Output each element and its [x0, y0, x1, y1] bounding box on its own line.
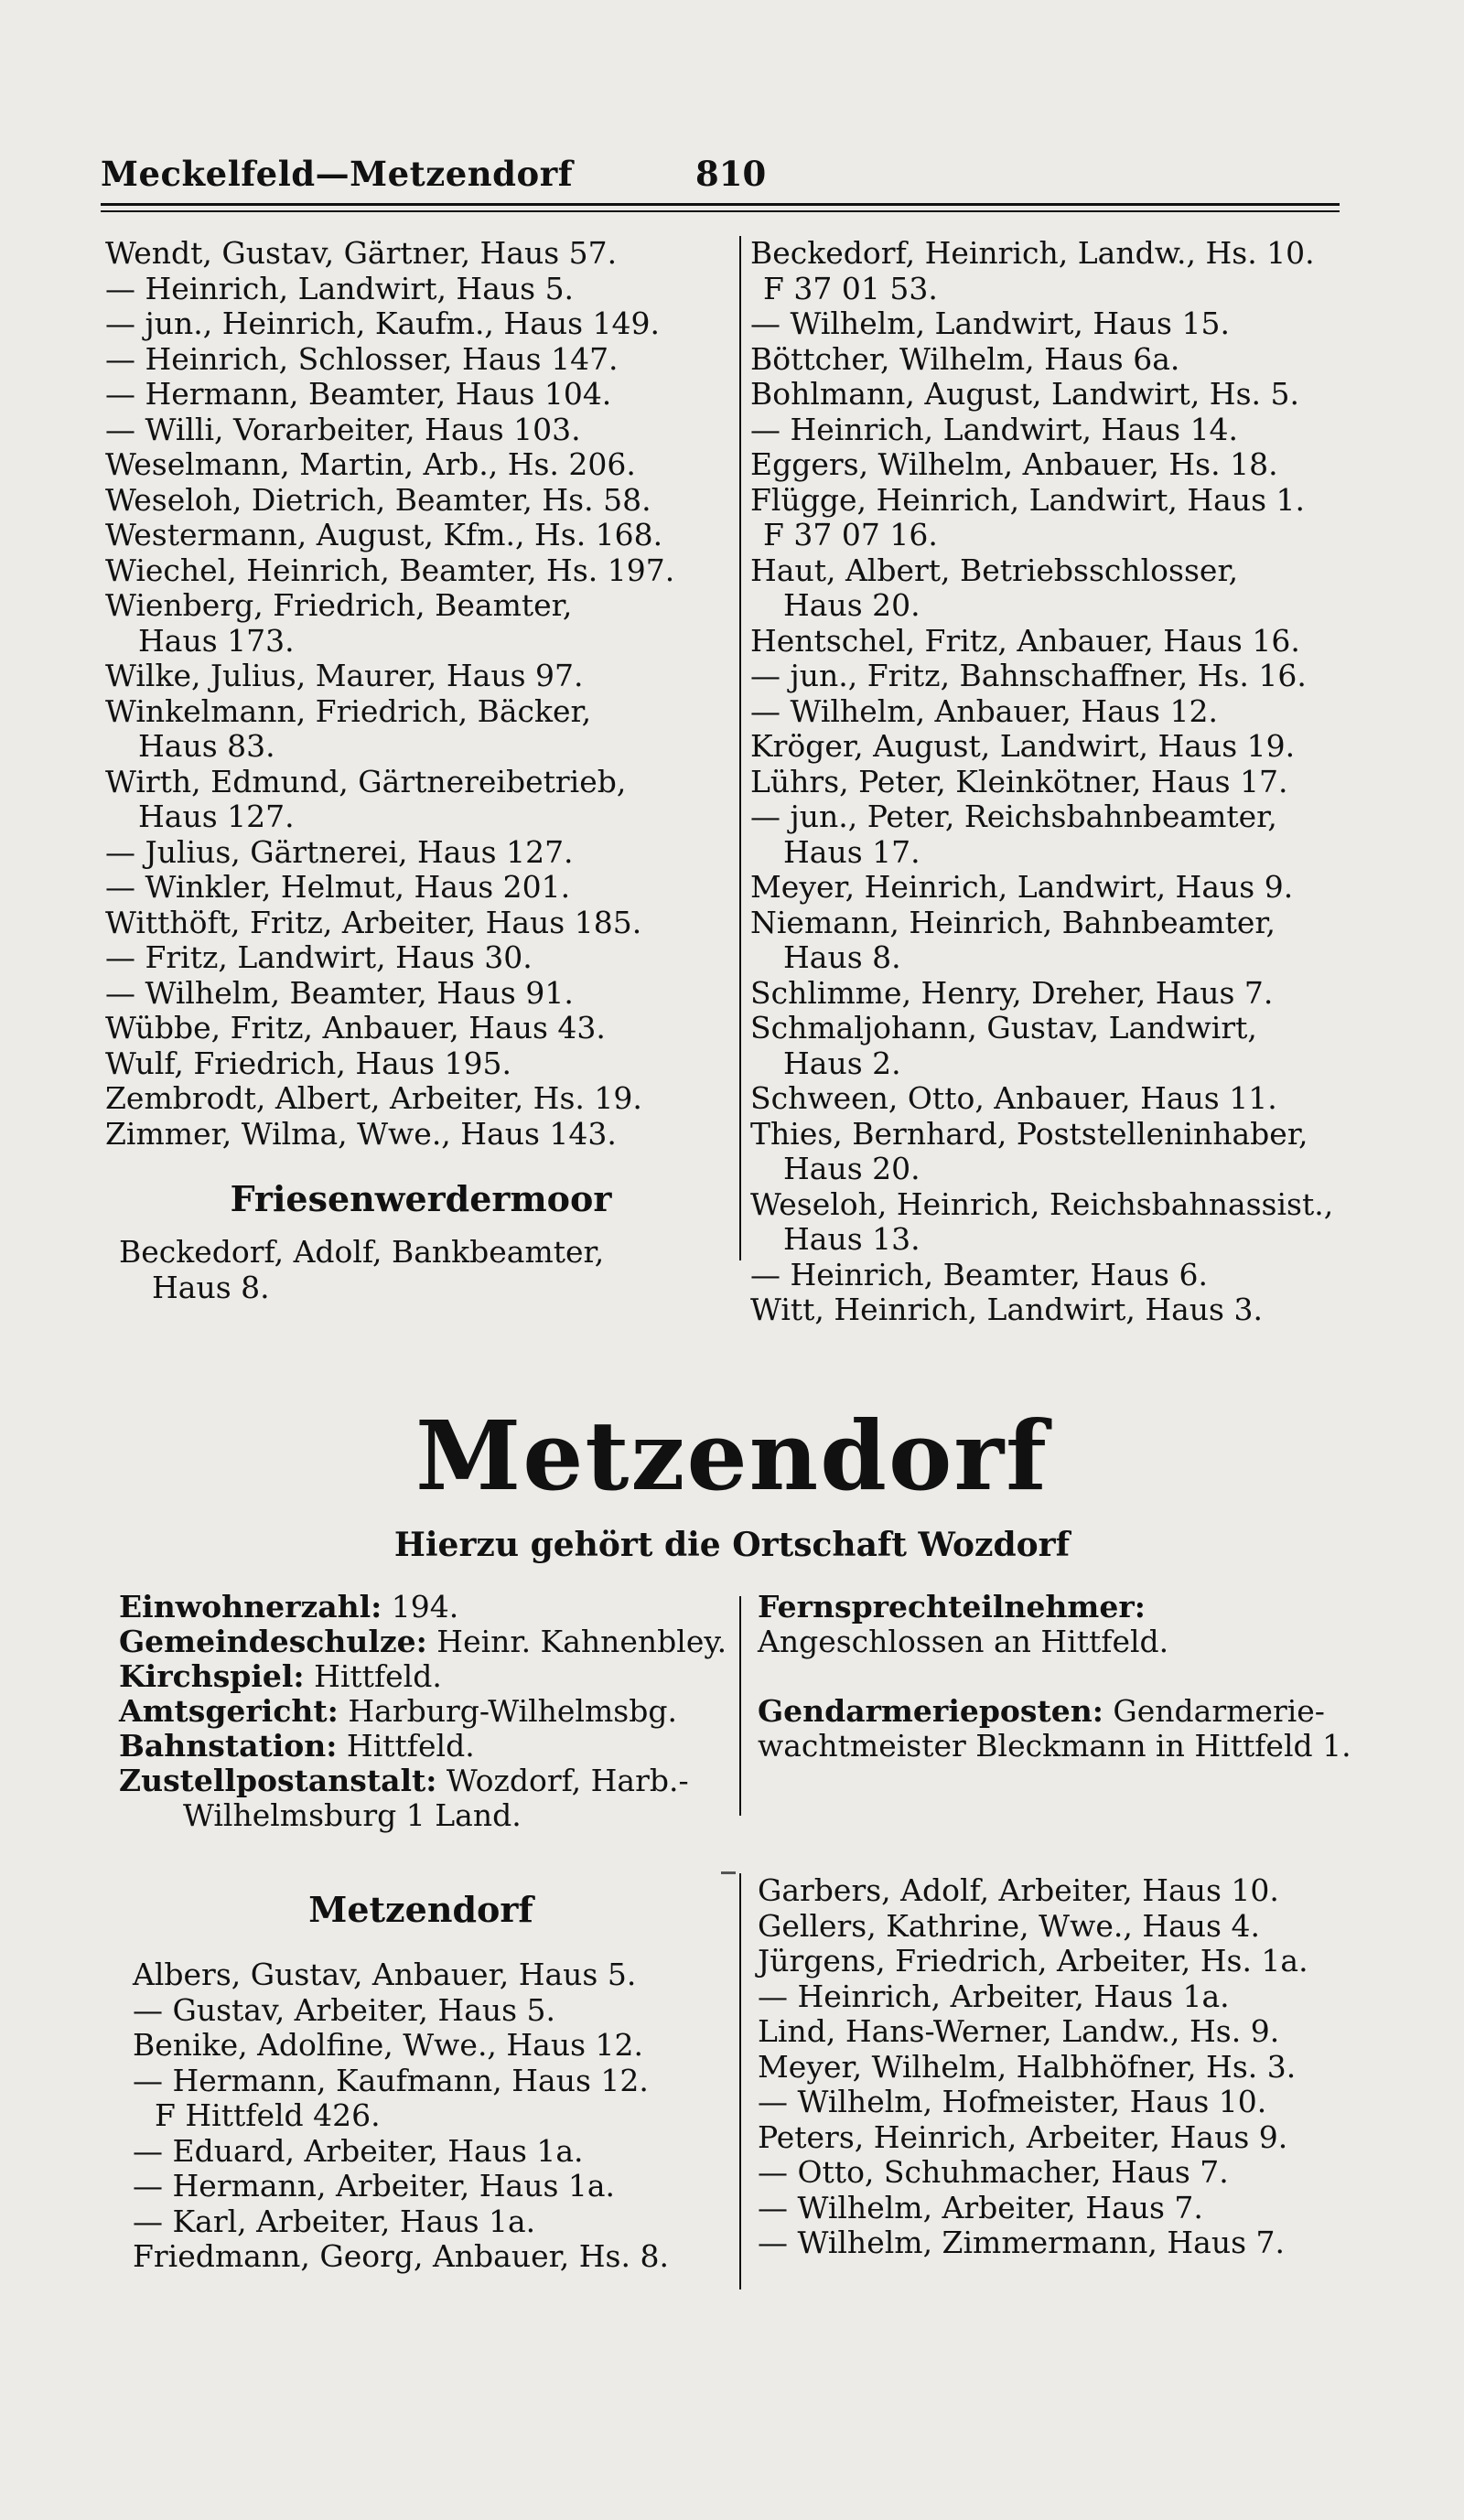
list-item: Wirth, Edmund, Gärtnereibetrieb, — [105, 763, 627, 799]
list-item-continuation: Haus 13. — [783, 1221, 920, 1257]
list-item: Eggers, Wilhelm, Anbauer, Hs. 18. — [750, 446, 1278, 482]
info-row — [119, 1659, 737, 1694]
list-item: — Hermann, Kaufmann, Haus 12. — [133, 2062, 649, 2098]
info-key: Kirchspiel: — [119, 1658, 305, 1694]
list-item-continuation: Haus 20. — [783, 1151, 920, 1186]
list-item: — Eduard, Arbeiter, Haus 1a. — [133, 2132, 584, 2169]
list-item-continuation: F 37 07 16. — [763, 517, 938, 552]
list-item: Zembrodt, Albert, Arbeiter, Hs. 19. — [105, 1080, 642, 1116]
page-number: 810 — [695, 154, 767, 194]
running-head: Meckelfeld—Metzendorf — [101, 154, 574, 194]
list-item: — Wilhelm, Landwirt, Haus 15. — [750, 306, 1230, 341]
list-item: Schlimme, Henry, Dreher, Haus 7. — [750, 974, 1274, 1011]
list-item: — Heinrich, Landwirt, Haus 5. — [105, 270, 575, 306]
list-item: Beckedorf, Heinrich, Landw., Hs. 10. — [750, 235, 1315, 271]
place-subtitle: Hierzu gehört die Ortschaft Wozdorf — [393, 1526, 1071, 1564]
page-header — [101, 154, 1340, 194]
info-row — [119, 1729, 737, 1764]
list-item: Benike, Adolfine, Wwe., Haus 12. — [133, 2027, 644, 2063]
list-item: — jun., Heinrich, Kaufm., Haus 149. — [105, 306, 661, 341]
list-item: Schween, Otto, Anbauer, Haus 11. — [750, 1080, 1277, 1116]
list-item: — Karl, Arbeiter, Haus 1a. — [133, 2203, 536, 2239]
info-value: Heinr. Kahnenbley. — [426, 1624, 727, 1659]
list-item: Garbers, Adolf, Arbeiter, Haus 10. — [758, 1872, 1279, 1908]
list-item: Jürgens, Friedrich, Arbeiter, Hs. 1a. — [758, 1943, 1308, 1978]
list-item: — Wilhelm, Anbauer, Haus 12. — [750, 692, 1218, 729]
list-item: Hentschel, Fritz, Anbauer, Haus 16. — [750, 622, 1300, 659]
list-item: — Fritz, Landwirt, Haus 30. — [105, 939, 533, 975]
info-row — [119, 1625, 737, 1659]
list-item: — Wilhelm, Beamter, Haus 91. — [105, 974, 574, 1011]
list-item: Albers, Gustav, Anbauer, Haus 5. — [133, 1957, 637, 1992]
info-value: Hittfeld. — [304, 1658, 442, 1694]
list-item-continuation: Haus 20. — [783, 587, 920, 623]
list-item: Wendt, Gustav, Gärtner, Haus 57. — [105, 235, 618, 271]
list-item: Lind, Hans-Werner, Landw., Hs. 9. — [758, 2013, 1280, 2049]
list-item-continuation: F 37 01 53. — [763, 270, 938, 306]
list-item: — Hermann, Beamter, Haus 104. — [105, 376, 612, 412]
list-item: Lührs, Peter, Kleinkötner, Haus 17. — [750, 763, 1288, 799]
list-item: — Wilhelm, Arbeiter, Haus 7. — [758, 2189, 1203, 2225]
list-item: Witt, Heinrich, Landwirt, Haus 3. — [750, 1292, 1263, 1327]
info-key: Zustellpostanstalt: — [119, 1763, 437, 1798]
top-right-column — [750, 236, 1354, 1328]
info-right — [758, 1590, 1352, 1764]
list-item: Flügge, Heinrich, Landwirt, Haus 1. — [750, 481, 1306, 518]
list-item: Weseloh, Heinrich, Reichsbahnassist., — [750, 1185, 1334, 1222]
list-item-continuation: Haus 2. — [783, 1045, 901, 1081]
list-item: — Winkler, Helmut, Haus 201. — [105, 869, 571, 905]
list-item: Wübbe, Fritz, Anbauer, Haus 43. — [105, 1010, 606, 1046]
column-divider-bottom — [739, 1873, 741, 2289]
place-title: Metzendorf — [415, 1399, 1049, 1512]
list-item: Winkelmann, Friedrich, Bäcker, — [105, 692, 592, 729]
list-item: Westermann, August, Kfm., Hs. 168. — [105, 517, 663, 552]
list-item: Meyer, Heinrich, Landwirt, Haus 9. — [750, 869, 1294, 905]
list-item: — jun., Peter, Reichsbahnbeamter, — [750, 799, 1277, 834]
list-item-continuation: Haus 8. — [783, 939, 901, 975]
section-title-metzendorf: Metzendorf — [308, 1889, 533, 1930]
list-item-continuation: Haus 173. — [138, 622, 295, 659]
separator-mark — [721, 1871, 736, 1874]
list-item: — Heinrich, Schlosser, Haus 147. — [105, 340, 619, 377]
bottom-left-column — [133, 1957, 741, 2275]
top-left-column — [105, 236, 737, 1152]
list-item: Witthöft, Fritz, Arbeiter, Haus 185. — [105, 904, 642, 940]
column-divider-info — [739, 1596, 741, 1816]
info-row — [119, 1590, 737, 1625]
list-item: Bohlmann, August, Landwirt, Hs. 5. — [750, 376, 1299, 412]
info-row — [119, 1694, 737, 1729]
list-item: Weselmann, Martin, Arb., Hs. 206. — [105, 446, 636, 482]
list-item: Meyer, Wilhelm, Halbhöfner, Hs. 3. — [758, 2048, 1297, 2085]
list-item: — Julius, Gärtnerei, Haus 127. — [105, 833, 574, 870]
info-left — [119, 1590, 737, 1833]
list-item: — Wilhelm, Zimmermann, Haus 7. — [758, 2225, 1285, 2260]
friesenwerdermoor-list — [119, 1235, 741, 1305]
list-item: Schmaljohann, Gustav, Landwirt, — [750, 1010, 1257, 1046]
column-divider-top — [739, 236, 741, 1260]
list-item: — Hermann, Arbeiter, Haus 1a. — [133, 2168, 616, 2204]
bottom-right-column — [758, 1873, 1357, 2261]
list-item: Haut, Albert, Betriebsschlosser, — [750, 552, 1239, 588]
list-item: Niemann, Heinrich, Bahnbeamter, — [750, 904, 1276, 940]
list-item-continuation: Haus 17. — [783, 833, 920, 870]
list-item: — Willi, Vorarbeiter, Haus 103. — [105, 411, 581, 447]
list-item: Wulf, Friedrich, Haus 195. — [105, 1045, 511, 1081]
info-row — [758, 1590, 1352, 1659]
list-item-continuation: Haus 83. — [138, 728, 275, 764]
list-item: Böttcher, Wilhelm, Haus 6a. — [750, 340, 1180, 377]
info-value: Angeschlossen an Hittfeld. — [758, 1624, 1169, 1659]
list-item: Weseloh, Dietrich, Beamter, Hs. 58. — [105, 481, 651, 518]
info-key: Amtsgericht: — [119, 1693, 339, 1729]
list-item: — Heinrich, Beamter, Haus 6. — [750, 1256, 1208, 1292]
header-rule-bottom — [101, 210, 1340, 212]
list-item: Zimmer, Wilma, Wwe., Haus 143. — [105, 1115, 617, 1152]
header-rule-top — [101, 203, 1340, 206]
list-item-continuation: Haus 8. — [152, 1269, 270, 1305]
list-item: Wilke, Julius, Maurer, Haus 97. — [105, 658, 584, 693]
info-value: Harburg-Wilhelmsbg. — [338, 1693, 677, 1729]
list-item: Thies, Bernhard, Poststelleninhaber, — [750, 1115, 1308, 1152]
info-key: Einwohnerzahl: — [119, 1589, 382, 1625]
list-item: Wienberg, Friedrich, Beamter, — [105, 587, 573, 623]
info-key: Fernsprechteilnehmer: — [758, 1589, 1146, 1625]
list-item: — Wilhelm, Hofmeister, Haus 10. — [758, 2084, 1267, 2119]
list-item: — Otto, Schuhmacher, Haus 7. — [758, 2154, 1229, 2190]
info-row — [119, 1764, 737, 1833]
info-key: Bahnstation: — [119, 1728, 338, 1764]
list-item: Wiechel, Heinrich, Beamter, Hs. 197. — [105, 552, 675, 588]
list-item: Peters, Heinrich, Arbeiter, Haus 9. — [758, 2118, 1288, 2155]
info-value: 194. — [382, 1589, 459, 1625]
list-item: — Heinrich, Arbeiter, Haus 1a. — [758, 1978, 1230, 2014]
list-item-continuation: F Hittfeld 426. — [155, 2097, 381, 2133]
info-key: Gendarmerieposten: — [758, 1693, 1103, 1729]
list-item: — Gustav, Arbeiter, Haus 5. — [133, 1991, 556, 2028]
section-title-friesenwerdermoor: Friesenwerdermoor — [230, 1178, 612, 1219]
info-value: Gendarmerie-wachtmeister Bleckmann in Hittfeld 1. — [758, 1693, 1351, 1764]
list-item: — jun., Fritz, Bahnschaffner, Hs. 16. — [750, 658, 1307, 693]
info-key: Gemeindeschulze: — [119, 1624, 427, 1659]
info-value: Hittfeld. — [337, 1728, 475, 1764]
list-item: — Heinrich, Landwirt, Haus 14. — [750, 411, 1239, 447]
list-item: Friedmann, Georg, Anbauer, Hs. 8. — [133, 2238, 669, 2274]
list-item: Gellers, Kathrine, Wwe., Haus 4. — [758, 1907, 1260, 1944]
info-row — [758, 1694, 1352, 1764]
list-item: Kröger, August, Landwirt, Haus 19. — [750, 728, 1296, 764]
list-item: Beckedorf, Adolf, Bankbeamter, — [119, 1234, 605, 1270]
info-value: Wozdorf, Harb.-Wilhelmsburg 1 Land. — [183, 1763, 689, 1833]
list-item-continuation: Haus 127. — [138, 799, 295, 834]
